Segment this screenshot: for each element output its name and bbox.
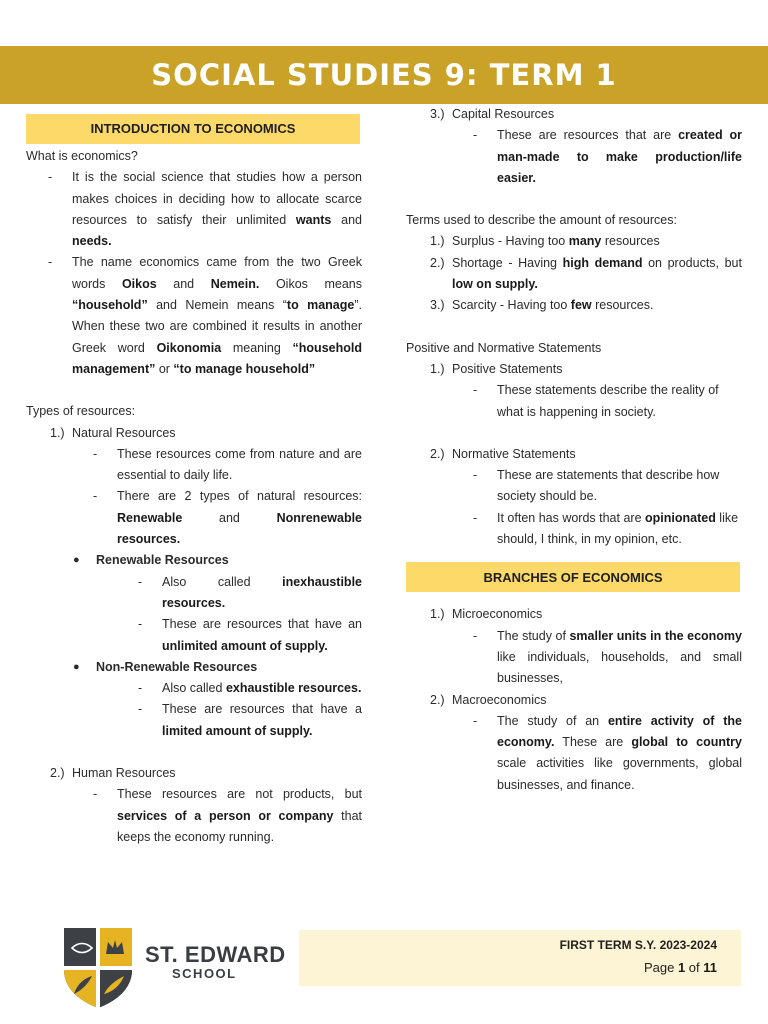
positive-statements-item: 1.) Positive Statements — [430, 361, 563, 376]
statements-heading: Positive and Normative Statements — [406, 340, 602, 355]
capital-desc-item: - These are resources that are created or man-made to make production/life easier. — [473, 128, 742, 185]
shield-icon — [62, 924, 134, 1010]
term-label: FIRST TERM S.Y. 2023-2024 — [559, 938, 717, 952]
section-heading-branches: BRANCHES OF ECONOMICS — [406, 562, 740, 592]
natural-types-item: - There are 2 types of natural resources: Renewable and Nonrenewable resources. — [93, 489, 362, 547]
school-name-main: ST. EDWARD — [145, 942, 286, 967]
human-desc-item: - These resources are not products, but services of a person or company that keeps the economy running. — [93, 787, 363, 844]
question-text: What is economics? — [26, 149, 138, 163]
page-title: SOCIAL STUDIES 9: TERM 1 — [151, 58, 617, 92]
dash-bullet: - — [48, 255, 53, 270]
school-logo — [62, 924, 134, 1010]
types-heading: Types of resources: — [26, 404, 136, 419]
shortage-item: 2.) Shortage - Having high demand on products, but low on supply. — [430, 255, 742, 292]
terms-heading: Terms used to describe the amount of resources: — [406, 213, 677, 228]
surplus-item: 1.) Surplus - Having too many resources — [430, 234, 660, 249]
dash-bullet: - — [48, 170, 53, 185]
microeconomics-item: 1.) Microeconomics — [430, 607, 543, 622]
renewable-desc-2: - These are resources that have an unlimited amount of supply. — [138, 617, 362, 653]
nonrenewable-heading: ● Non-Renewable Resources — [71, 657, 362, 678]
positive-desc-item: - These statements describe the reality of what is happening in society. — [473, 383, 719, 419]
macroeconomics-item: 2.) Macroeconomics — [430, 692, 547, 707]
renewable-desc-1: - Also called inexhaustible resources. — [138, 574, 362, 610]
nonrenewable-desc-1: - Also called exhaustible resources. — [138, 681, 362, 696]
right-column — [406, 104, 742, 796]
natural-desc-item: - These resources come from nature and are essential to daily life. — [93, 446, 362, 483]
header-banner — [0, 46, 768, 104]
renewable-heading: ● Renewable Resources — [71, 550, 362, 571]
human-resources-item: 2.) Human Resources — [50, 766, 176, 781]
footer-box — [299, 930, 741, 986]
normative-statements-item: 2.) Normative Statements — [430, 446, 576, 461]
normative-desc-2: - It often has words that are opinionated like should, I think, in my opinion, etc. — [473, 510, 739, 547]
bullet-dot: ● — [73, 554, 80, 567]
school-name-sub: SCHOOL — [172, 966, 237, 981]
normative-desc-1: - These are statements that describe how society should be. — [473, 468, 720, 504]
left-column — [26, 114, 362, 848]
definition-item: - It is the social science that studies how a person makes choices in deciding how to allocate scarce resources to satisfy their unlimited wants and needs. — [26, 167, 362, 252]
etymology-item: - The name economics came from the two Greek words Oikos and Nemein. Oikos means “household” and Nemein means “to manage”. When these two are combined it results in another Greek word Oikonomia meaning “household management” or “to manage household” — [26, 252, 362, 380]
nonrenewable-desc-2: - These are resources that have a limited amount of supply. — [138, 702, 362, 738]
section-heading-intro: INTRODUCTION TO ECONOMICS — [26, 114, 360, 144]
macroeconomics-desc: - The study of an entire activity of the economy. These are global to country scale activities like governments, global businesses, and finance. — [473, 713, 742, 792]
capital-resources-item: 3.) Capital Resources — [430, 107, 555, 121]
school-name — [145, 944, 286, 981]
scarcity-item: 3.) Scarcity - Having too few resources. — [430, 298, 654, 313]
bullet-dot: ● — [73, 660, 80, 673]
microeconomics-desc: - The study of smaller units in the economy like individuals, households, and small businesses, — [473, 628, 743, 686]
natural-resources-item: 1.) Natural Resources — [50, 425, 176, 440]
page-indicator: Page 1 of 11 — [643, 960, 717, 975]
